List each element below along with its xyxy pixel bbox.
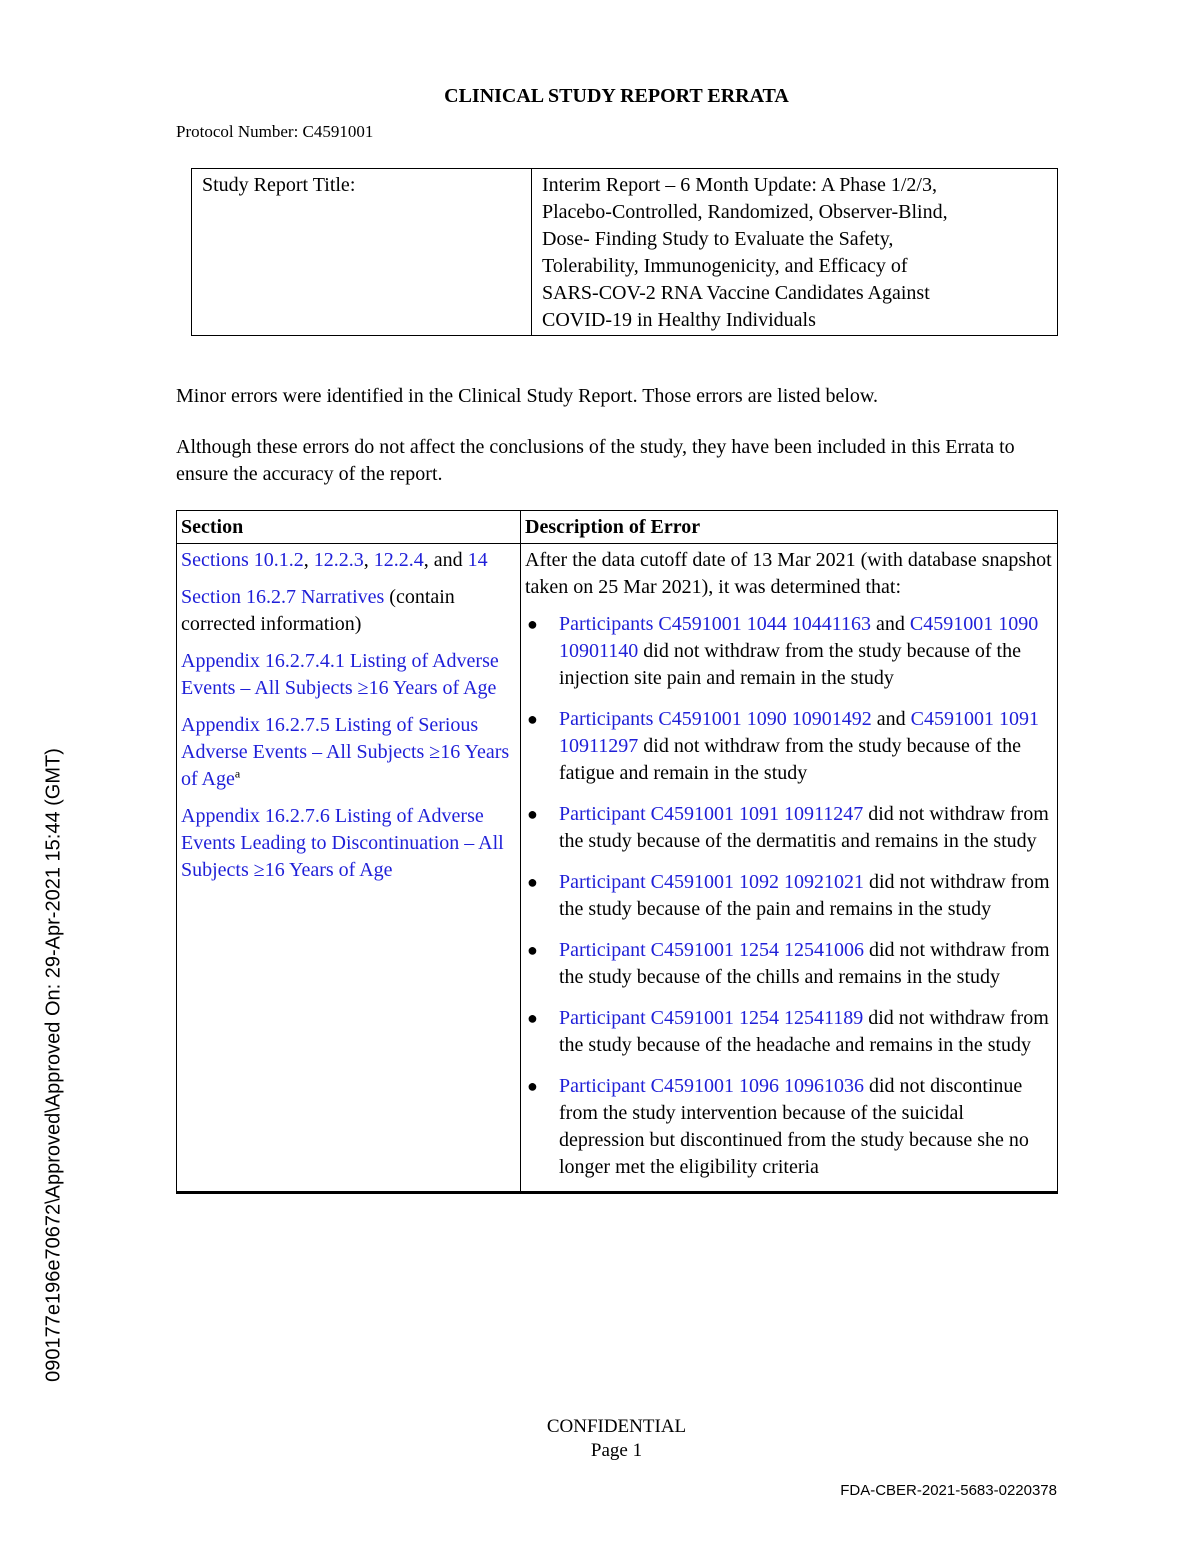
section-ref-item <box>181 648 516 702</box>
study-report-value <box>532 169 1058 336</box>
error-text: did not withdraw from the study because of the chills and remains in the study <box>559 939 1050 988</box>
error-item <box>525 869 1053 923</box>
study-report-line: SARS-COV-2 RNA Vaccine Candidates Against <box>542 282 930 304</box>
error-text: did not withdraw from the study because of the headache and remains in the study <box>559 1007 1049 1056</box>
error-item <box>525 937 1053 991</box>
bullet-icon: ● <box>527 1076 538 1096</box>
section-link-12-2-3[interactable]: 12.2.3 <box>313 549 364 571</box>
description-intro: After the data cutoff date of 13 Mar 2021 (with database snapshot taken on 25 Mar 2021), it was determined that: <box>525 549 1052 598</box>
study-report-line: Dose- Finding Study to Evaluate the Safety, <box>542 228 894 250</box>
section-cell <box>177 544 521 1193</box>
section-prefix-link[interactable]: Sections <box>181 549 254 571</box>
error-item <box>525 1073 1053 1181</box>
bullet-icon: ● <box>527 804 538 824</box>
error-text: did not withdraw from the study because of the injection site pain and remain in the study <box>559 640 1021 689</box>
section-ref-item <box>181 803 516 884</box>
page-number: Page 1 <box>590 1440 643 1461</box>
error-item <box>525 801 1053 855</box>
participant-link[interactable]: Participants C4591001 1090 10901492 <box>559 708 872 730</box>
participant-link[interactable]: Participant C4591001 1092 10921021 <box>559 871 864 893</box>
section-ref-item <box>181 547 516 574</box>
errata-note-paragraph: Although these errors do not affect the conclusions of the study, they have been included in this Errata to ensure the accuracy of the report. <box>176 436 1015 485</box>
bullet-icon: ● <box>527 872 538 892</box>
study-report-line: Interim Report – 6 Month Update: A Phase 1/2/3, <box>542 174 937 196</box>
study-report-line: Placebo-Controlled, Randomized, Observer-Blind, <box>542 201 948 223</box>
intro-paragraph: Minor errors were identified in the Clinical Study Report. Those errors are listed below. <box>176 385 879 407</box>
section-link-10-1-2[interactable]: 10.1.2 <box>253 549 304 571</box>
participant-link[interactable]: Participant C4591001 1096 10961036 <box>559 1075 864 1097</box>
error-text: did not withdraw from the study because of the pain and remains in the study <box>559 871 1050 920</box>
bullet-icon: ● <box>527 1008 538 1028</box>
appendix-link-serious-adverse-events[interactable]: Appendix 16.2.7.5 Listing of Serious Adverse Events – All Subjects ≥16 Years of Age <box>181 714 510 790</box>
participant-link[interactable]: Participants C4591001 1044 10441163 <box>559 613 872 635</box>
footnote-marker: a <box>234 766 241 781</box>
error-item <box>525 1005 1053 1059</box>
participant-link[interactable]: Participant C4591001 1091 10911247 <box>559 803 864 825</box>
protocol-number: Protocol Number: C4591001 <box>176 122 374 141</box>
document-id: FDA-CBER-2021-5683-0220378 <box>840 1482 1057 1499</box>
narratives-link[interactable]: Section 16.2.7 Narratives <box>181 586 385 608</box>
error-text: and <box>871 708 911 730</box>
study-report-line: Tolerability, Immunogenicity, and Efficacy of <box>542 255 908 277</box>
study-report-label: Study Report Title: <box>192 169 532 336</box>
study-report-row <box>192 169 1058 336</box>
errata-header-row <box>177 511 1058 544</box>
study-report-line: COVID-19 in Healthy Individuals <box>542 309 816 331</box>
section-ref-item <box>181 712 516 793</box>
error-text: and <box>871 613 910 635</box>
error-item <box>525 706 1053 787</box>
appendix-link-discontinuation[interactable]: Appendix 16.2.7.6 Listing of Adverse Events Leading to Discontinuation – All Subjects ≥16 Years of Age <box>181 805 504 881</box>
errata-table <box>176 510 1058 1194</box>
study-report-title-table <box>191 168 1058 336</box>
error-item <box>525 611 1053 692</box>
separator-text: , <box>363 549 374 571</box>
separator-text: , and <box>423 549 468 571</box>
section-link-12-2-4[interactable]: 12.2.4 <box>373 549 424 571</box>
narratives-note: (contain corrected information) <box>181 586 455 635</box>
errata-row <box>177 544 1058 1193</box>
bullet-icon: ● <box>527 709 538 729</box>
bullet-icon: ● <box>527 614 538 634</box>
appendix-link-adverse-events[interactable]: Appendix 16.2.7.4.1 Listing of Adverse Events – All Subjects ≥16 Years of Age <box>181 650 499 699</box>
description-column-header: Description of Error <box>521 511 1058 544</box>
separator-text: , <box>303 549 314 571</box>
error-list <box>525 611 1053 1181</box>
section-ref-item <box>181 584 516 638</box>
description-cell <box>521 544 1058 1193</box>
section-link-14[interactable]: 14 <box>467 549 488 571</box>
document-title: CLINICAL STUDY REPORT ERRATA <box>444 85 789 107</box>
participant-link[interactable]: Participant C4591001 1254 12541006 <box>559 939 864 961</box>
participant-link[interactable]: C4591001 1090 10901140 <box>559 613 1039 662</box>
error-text: did not withdraw from the study because of the fatigue and remain in the study <box>559 735 1021 784</box>
error-text: did not withdraw from the study because of the dermatitis and remains in the study <box>559 803 1049 852</box>
bullet-icon: ● <box>527 940 538 960</box>
confidential-label: CONFIDENTIAL <box>546 1416 687 1437</box>
page-footer <box>0 1415 1200 1463</box>
error-text: did not discontinue from the study intervention because of the suicidal depression but discontinued from the study because she no longer met the eligibility criteria <box>559 1075 1029 1178</box>
participant-link[interactable]: Participant C4591001 1254 12541189 <box>559 1007 864 1029</box>
approval-stamp: 090177e196e70672\Approved\Approved On: 29-Apr-2021 15:44 (GMT) <box>42 748 65 1382</box>
participant-link[interactable]: C4591001 1091 10911297 <box>559 708 1039 757</box>
section-column-header: Section <box>177 511 521 544</box>
